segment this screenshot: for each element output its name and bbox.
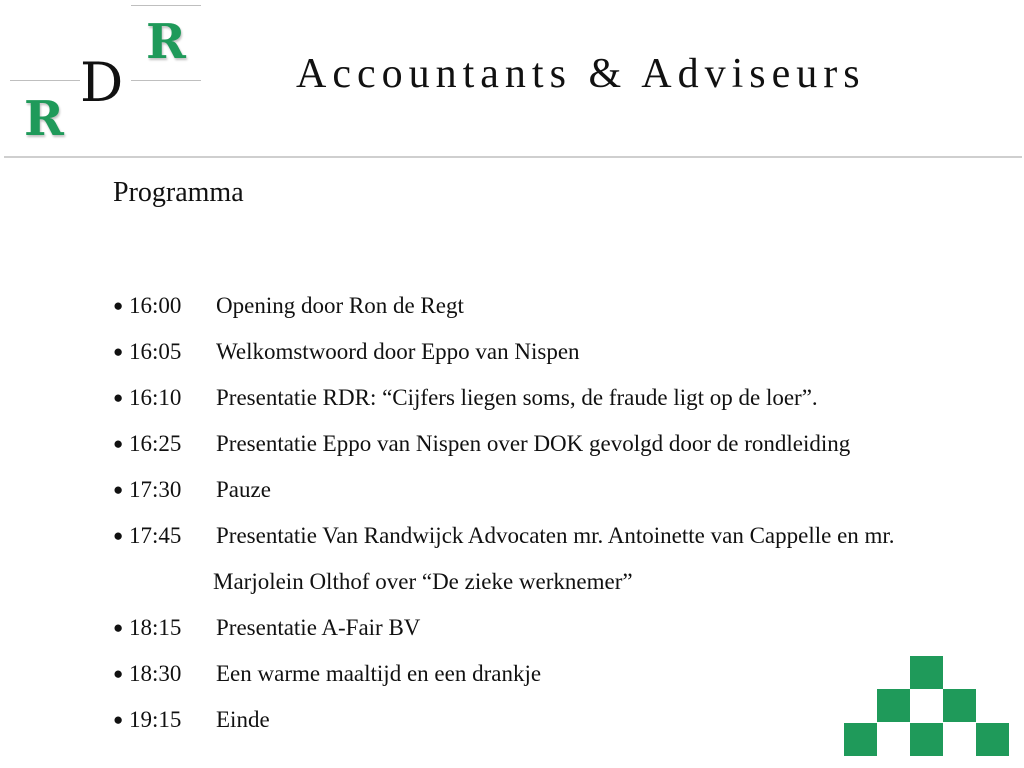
agenda-text: Welkomstwoord door Eppo van Nispen xyxy=(216,339,580,364)
agenda-text: Presentatie Van Randwijck Advocaten mr. Antoinette van Cappelle en mr. xyxy=(216,523,895,548)
agenda-time: 16:25 xyxy=(129,431,182,456)
bullet-icon: ● xyxy=(113,434,124,453)
agenda-text: Een warme maaltijd en een drankje xyxy=(216,661,542,686)
agenda-text: Presentatie A-Fair BV xyxy=(216,615,421,640)
logo-letter-d: D xyxy=(80,51,124,114)
agenda-time: 17:30 xyxy=(129,477,182,502)
agenda-text: Presentatie RDR: “Cijfers liegen soms, de fraude ligt op de loer”. xyxy=(216,385,818,410)
agenda-item-continuation xyxy=(113,559,1013,605)
logo-letter-r-bottom: R xyxy=(24,91,64,147)
checker-square xyxy=(844,723,877,756)
agenda-time: 16:05 xyxy=(129,339,182,364)
agenda-item xyxy=(113,375,1013,421)
agenda-time: 19:15 xyxy=(129,707,182,732)
agenda-item xyxy=(113,513,1013,559)
bullet-icon: ● xyxy=(113,388,124,407)
agenda-text-continuation: Marjolein Olthof over “De zieke werknemer” xyxy=(213,569,633,594)
bullet-icon: ● xyxy=(113,342,124,361)
checker-square xyxy=(877,689,910,722)
checker-square xyxy=(910,656,943,689)
agenda-text: Opening door Ron de Regt xyxy=(216,293,464,318)
agenda-text: Pauze xyxy=(216,477,271,502)
logo-line-top xyxy=(131,5,201,6)
checker-square xyxy=(943,689,976,722)
agenda-time: 18:30 xyxy=(129,661,182,686)
agenda-item xyxy=(113,283,1013,329)
checker-square xyxy=(910,723,943,756)
green-checker-pattern xyxy=(844,656,1010,756)
agenda-time: 16:10 xyxy=(129,385,182,410)
bullet-icon: ● xyxy=(113,618,124,637)
bullet-icon: ● xyxy=(113,480,124,499)
bullet-icon: ● xyxy=(113,710,124,729)
header-divider xyxy=(4,156,1022,158)
agenda-text: Presentatie Eppo van Nispen over DOK gevolgd door de rondleiding xyxy=(216,431,851,456)
page-title: Accountants & Adviseurs xyxy=(296,51,866,97)
bullet-icon: ● xyxy=(113,526,124,545)
company-logo xyxy=(0,0,210,155)
bullet-icon: ● xyxy=(113,296,124,315)
logo-line-right xyxy=(131,80,201,81)
agenda-item xyxy=(113,605,1013,651)
checker-square xyxy=(976,723,1009,756)
agenda-item xyxy=(113,329,1013,375)
agenda-item xyxy=(113,421,1013,467)
agenda-time: 17:45 xyxy=(129,523,182,548)
agenda-item xyxy=(113,467,1013,513)
section-title: Programma xyxy=(113,177,244,208)
agenda-time: 16:00 xyxy=(129,293,182,318)
agenda-text: Einde xyxy=(216,707,270,732)
logo-letter-r-top: R xyxy=(146,14,186,70)
logo-line-middle xyxy=(10,80,80,81)
bullet-icon: ● xyxy=(113,664,124,683)
agenda-time: 18:15 xyxy=(129,615,182,640)
